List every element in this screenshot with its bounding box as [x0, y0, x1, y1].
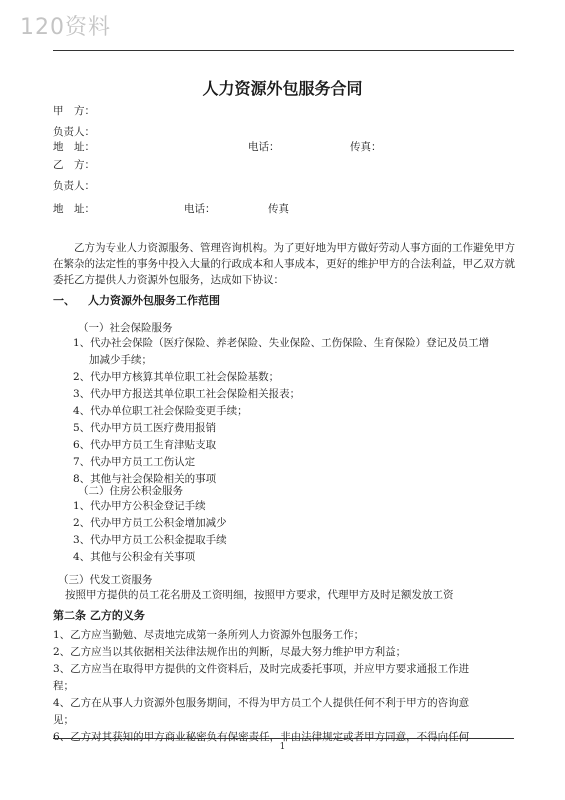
footer-rule	[53, 738, 514, 739]
subsection-3-text: 按照甲方提供的员工花名册及工资明细，按照甲方要求，代理甲方及时足额发放工资	[65, 589, 454, 601]
list-item: 2、代办甲方员工公积金增加减少	[73, 517, 227, 529]
list-item: 1、乙方应当勤勉、尽责地完成第一条所列人力资源外包服务工作；	[53, 629, 365, 641]
list-item: 4、代办单位职工社会保险变更手续；	[73, 405, 248, 417]
list-item: 见；	[53, 714, 74, 726]
list-item: 4、乙方在从事人力资源外包服务期间，不得为甲方员工个人提供任何不利于甲方的咨询意	[53, 697, 470, 709]
intro-paragraph: 乙方为专业人力资源服务、管理咨询机构。为了更好地为甲方做好劳动人事方面的工作避免甲方在繁杂的法定性的事务中投入大量的行政成本和人事成本，更好的维护甲方的合法利益，甲乙双方就委托乙方提供人力资源外包服务，达成如下协议：	[53, 242, 515, 286]
list-item: 2、乙方应当以其依据相关法律法规作出的判断，尽最大努力维护甲方利益；	[53, 646, 407, 658]
party-a-phone-label: 电话：	[248, 141, 280, 153]
list-item: 5、代办甲方员工医疗费用报销	[73, 422, 217, 434]
list-item: 7、代办甲方员工工伤认定	[73, 456, 196, 468]
party-a-fax-label: 传真：	[350, 141, 382, 153]
party-a-address-label: 地 址：	[53, 141, 95, 153]
list-item: 加减少手续；	[89, 354, 152, 366]
party-b-fax-label: 传真	[268, 203, 289, 215]
subsection-3-heading: （三）代发工资服务	[58, 574, 153, 586]
social-insurance-list	[73, 335, 489, 488]
list-item: 3、代办甲方员工公积金提取手续	[73, 534, 227, 546]
party-b-phone-label: 电话：	[184, 203, 216, 215]
section-1-number: 一、	[53, 294, 75, 307]
party-b-label: 乙 方：	[53, 159, 95, 171]
subsection-2-heading: （二）住房公积金服务	[78, 485, 183, 497]
party-a-label: 甲 方：	[53, 105, 95, 117]
header-rule	[53, 50, 514, 51]
list-item: 8、其他与社会保险相关的事项	[73, 473, 217, 485]
document-title: 人力资源外包服务合同	[202, 79, 363, 98]
party-b-address-label: 地 址：	[53, 203, 95, 215]
list-item: 4、其他与公积金有关事项	[73, 551, 196, 563]
party-a-responsible-label: 负责人：	[53, 126, 95, 138]
party-b-obligations-list	[53, 627, 469, 746]
section-2-title: 第二条 乙方的义务	[53, 609, 145, 622]
housing-fund-list	[73, 498, 227, 566]
list-item: 3、代办甲方报送其单位职工社会保险相关报表；	[73, 388, 301, 400]
list-item: 6、乙方对其获知的甲方商业秘密负有保密责任，非由法律规定或者甲方同意，不得向任何	[53, 731, 470, 743]
list-item: 1、代办甲方公积金登记手续	[73, 500, 206, 512]
list-item: 程；	[53, 680, 74, 692]
watermark: 120资料	[20, 15, 111, 40]
page-number: 1	[279, 742, 286, 752]
party-b-responsible-label: 负责人：	[53, 180, 95, 192]
subsection-1-heading: （一）社会保险服务	[78, 322, 173, 334]
list-item: 6、代办甲方员工生育津贴支取	[73, 439, 217, 451]
section-1-title: 人力资源外包服务工作范围	[88, 294, 220, 307]
list-item: 3、乙方应当在取得甲方提供的文件资料后，及时完成委托事项，并应甲方要求通报工作进	[53, 663, 470, 675]
list-item: 2、代办甲方核算其单位职工社会保险基数；	[73, 371, 280, 383]
list-item: 1、代办社会保险（医疗保险、养老保险、失业保险、工伤保险、生育保险）登记及员工增	[73, 337, 490, 349]
